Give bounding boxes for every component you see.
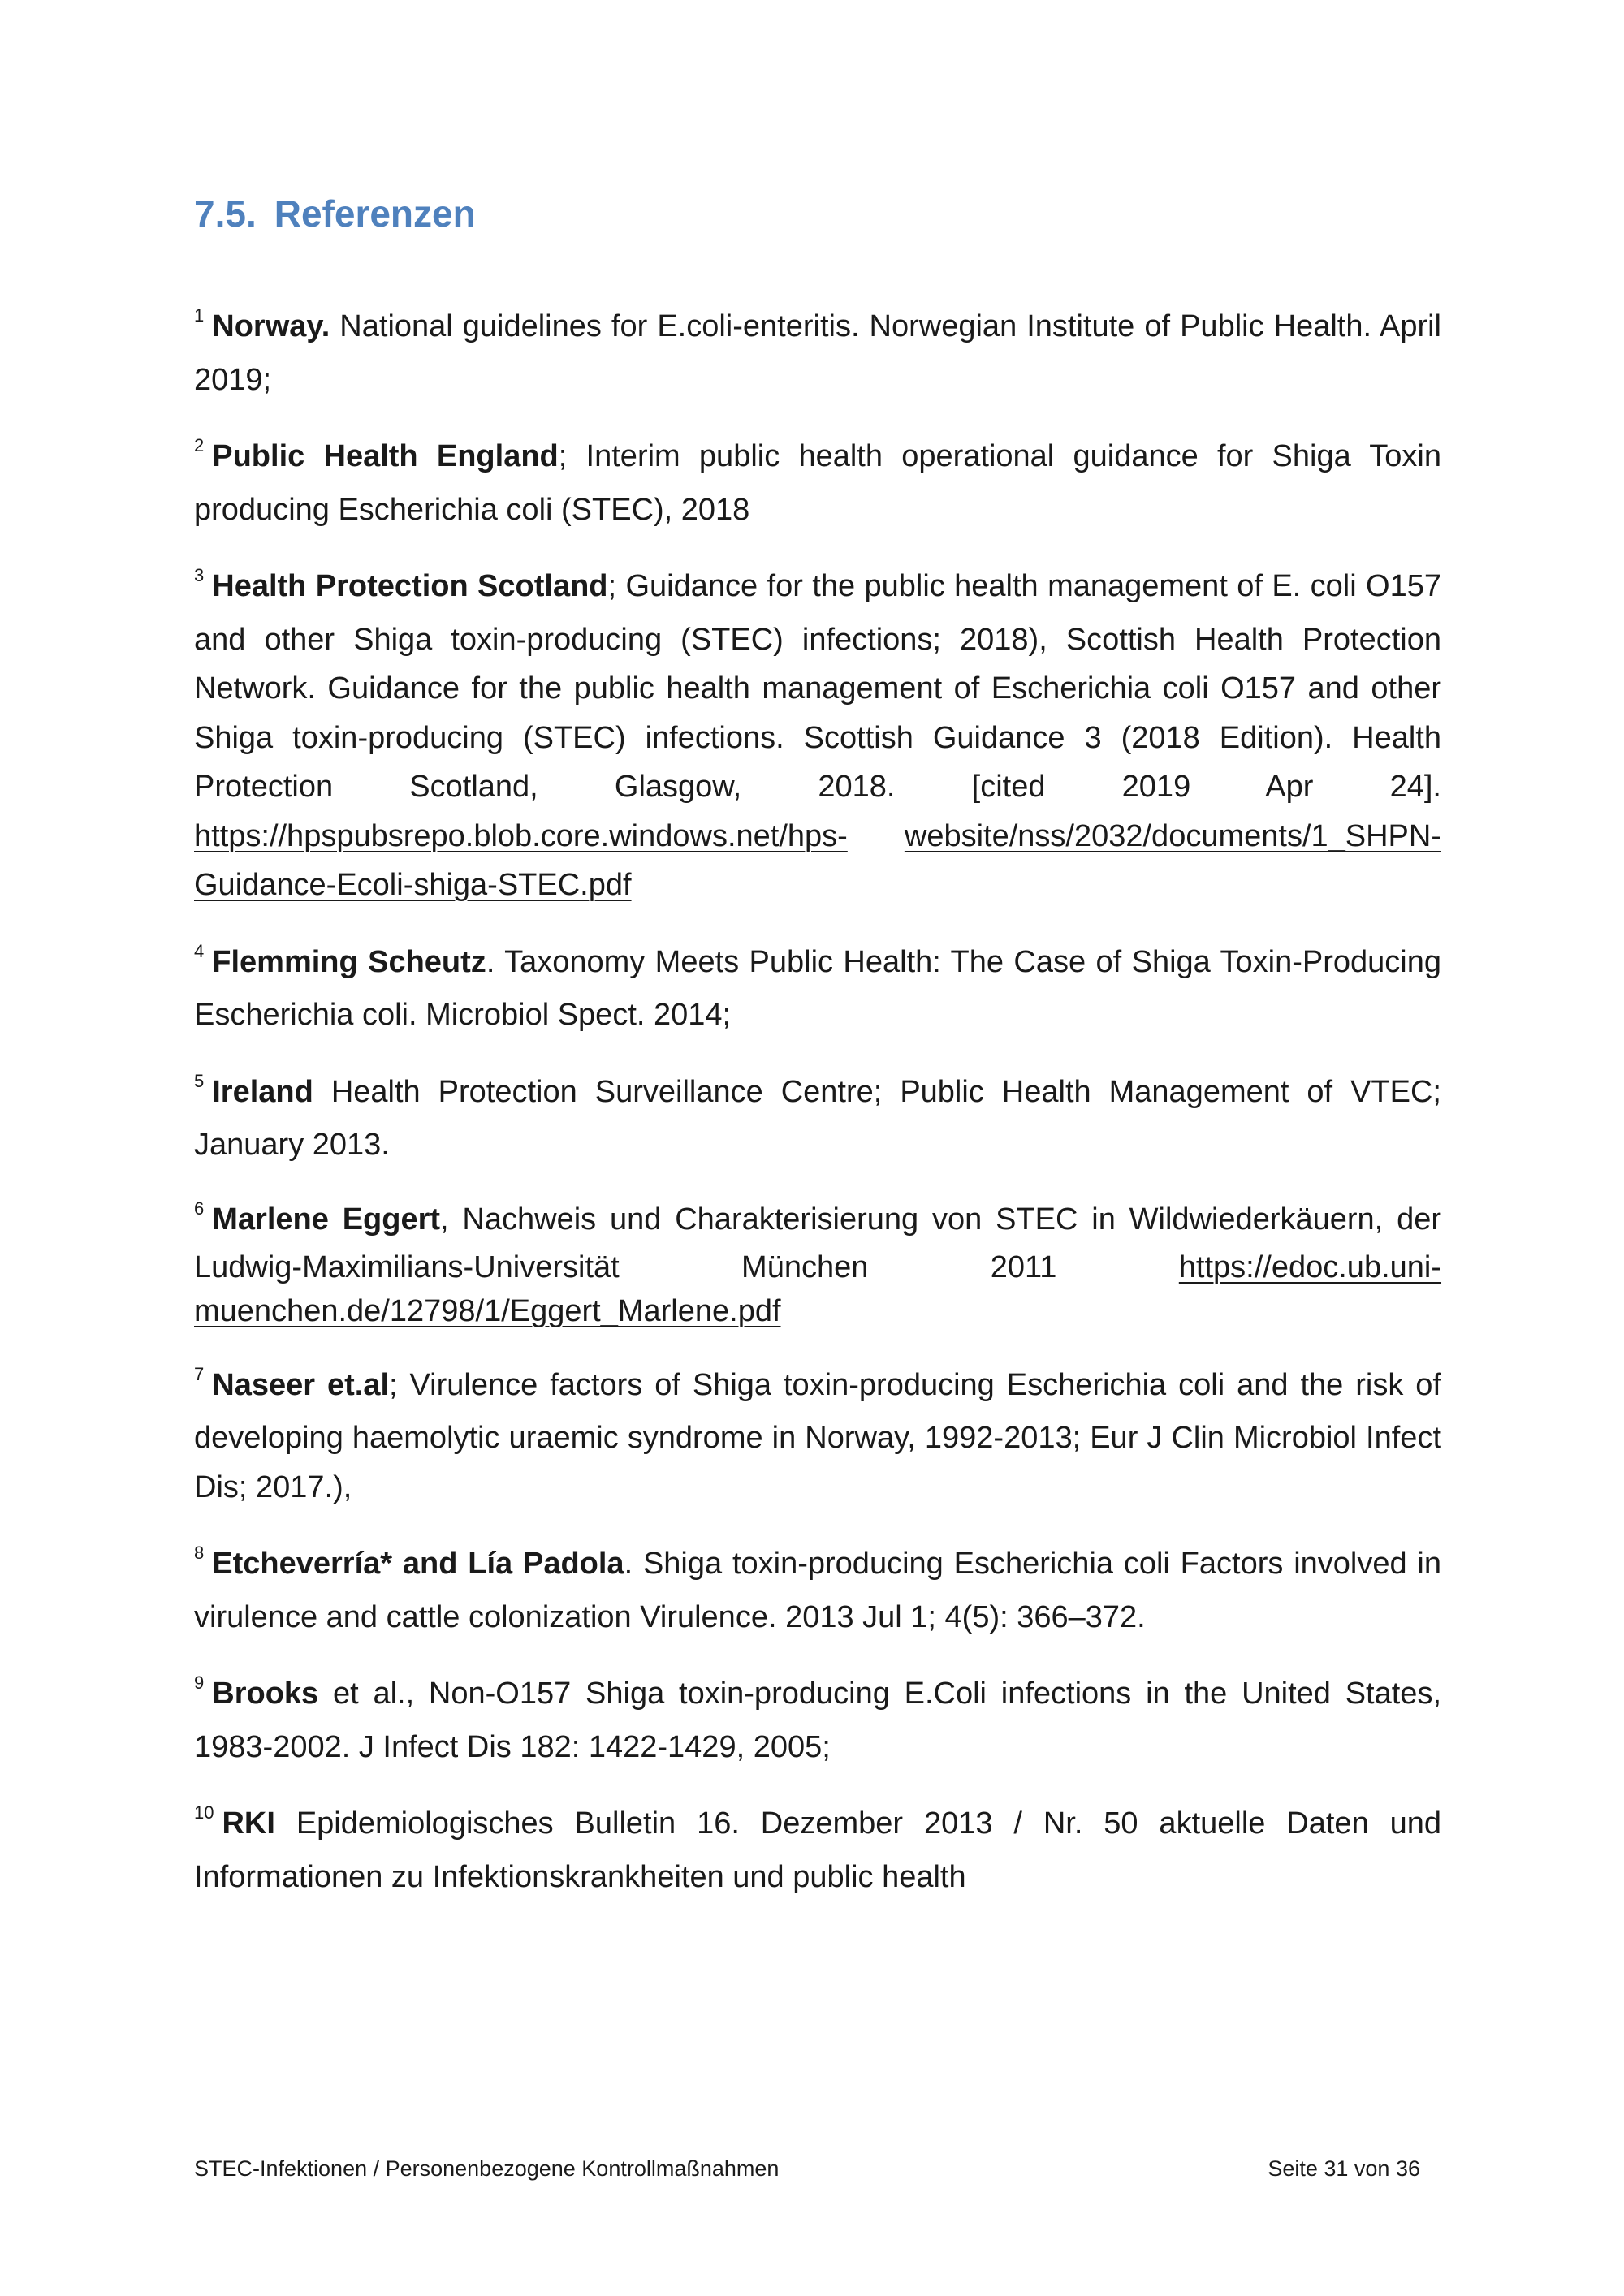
reference-author: Naseer et.al (212, 1367, 390, 1402)
reference-text: ; Guidance for the public health management of E. coli O157 and other Shiga toxin-producing (STEC) infections; 2018), Scottish Health Protection Network. Guidance for the public health management of Escherichia coli O157 and other Shiga toxin-producing (STEC) infections. Scottish Guidance 3 (2018 Edition). Health Protection Scotland, Glasgow, 2018. [cited 2019 Apr 24]. (194, 569, 1441, 804)
reference-item (194, 1799, 1441, 1901)
footer-document-title: STEC-Infektionen / Personenbezogene Kontrollmaßnahmen (194, 2156, 780, 2181)
footnote-number: 4 (194, 940, 205, 961)
reference-author: Public Health England (212, 439, 559, 473)
reference-item (194, 562, 1441, 910)
footnote-number: 5 (194, 1070, 205, 1091)
reference-text: National guidelines for E.coli-enteritis. Norwegian Institute of Public Health. April 2019; (194, 309, 1441, 397)
reference-text: . Shiga toxin-producing Escherichia coli Factors involved in virulence and cattle colonization Virulence. 2013 Jul 1; 4(5): 366–372. (194, 1547, 1442, 1634)
reference-author: Health Protection Scotland (212, 569, 608, 603)
reference-text: , Nachweis und Charakterisierung von STEC in Wildwiederkäuern, der Ludwig-Maximilians-Universität München 2011 (194, 1202, 1441, 1284)
reference-link[interactable]: website/nss/2032/documents/1_SHPN-Guidance-Ecoli-shiga-STEC.pdf (194, 818, 1441, 902)
reference-author: Flemming Scheutz (212, 944, 486, 979)
reference-text: ; Virulence factors of Shiga toxin-producing Escherichia coli and the risk of developing haemolytic uraemic syndrome in Norway, 1992-2013; Eur J Clin Microbiol Infect Dis; 2017.), (194, 1367, 1441, 1504)
reference-author: Marlene Eggert (212, 1202, 441, 1236)
reference-item (194, 1068, 1441, 1170)
reference-item (194, 1198, 1441, 1333)
footnote-number: 1 (194, 305, 205, 326)
reference-text: . Taxonomy Meets Public Health: The Case of Shiga Toxin-Producing Escherichia coli. Microbiol Spect. 2014; (194, 944, 1441, 1032)
reference-author: Etcheverría* and Lía Padola (212, 1547, 624, 1581)
reference-author: Ireland (212, 1074, 313, 1109)
footnote-number: 3 (194, 565, 205, 585)
reference-text: et al., Non-O157 Shiga toxin-producing E.Coli infections in the United States, 1983-2002. J Infect Dis 182: 1422-1429, 2005; (194, 1677, 1441, 1764)
section-number: 7.5. (194, 192, 257, 235)
reference-author: Brooks (212, 1677, 319, 1711)
section-heading (194, 192, 476, 235)
reference-text: ; Interim public health operational guidance for Shiga Toxin producing Escherichia coli (STEC), 2018 (194, 439, 1442, 527)
footnote-number: 10 (194, 1802, 214, 1823)
reference-item (194, 1361, 1441, 1513)
footnote-number: 2 (194, 435, 205, 455)
reference-link[interactable]: https://hpspubsrepo.blob.core.windows.net/hps- (194, 818, 848, 853)
reference-text: Health Protection Surveillance Centre; Public Health Management of VTEC; January 2013. (194, 1074, 1441, 1162)
reference-link[interactable]: https://edoc.ub.uni-muenchen.de/12798/1/Eggert_Marlene.pdf (194, 1249, 1442, 1328)
section-title: Referenzen (274, 192, 476, 235)
footnote-number: 9 (194, 1672, 205, 1693)
footnote-number: 8 (194, 1543, 205, 1563)
reference-item (194, 1539, 1441, 1642)
footer-page-number: Seite 31 von 36 (1268, 2156, 1420, 2181)
reference-item (194, 432, 1441, 534)
reference-author: RKI (222, 1806, 275, 1841)
reference-list (194, 302, 1441, 1901)
footnote-number: 6 (194, 1198, 205, 1219)
reference-item (194, 938, 1441, 1040)
reference-item (194, 1669, 1441, 1772)
page-footer (194, 2156, 1420, 2182)
reference-item (194, 302, 1441, 404)
footnote-number: 7 (194, 1363, 205, 1384)
reference-author: Norway. (212, 309, 330, 343)
reference-text: Epidemiologisches Bulletin 16. Dezember 2013 / Nr. 50 aktuelle Daten und Informationen zu Infektionskrankheiten und public health (194, 1806, 1441, 1894)
